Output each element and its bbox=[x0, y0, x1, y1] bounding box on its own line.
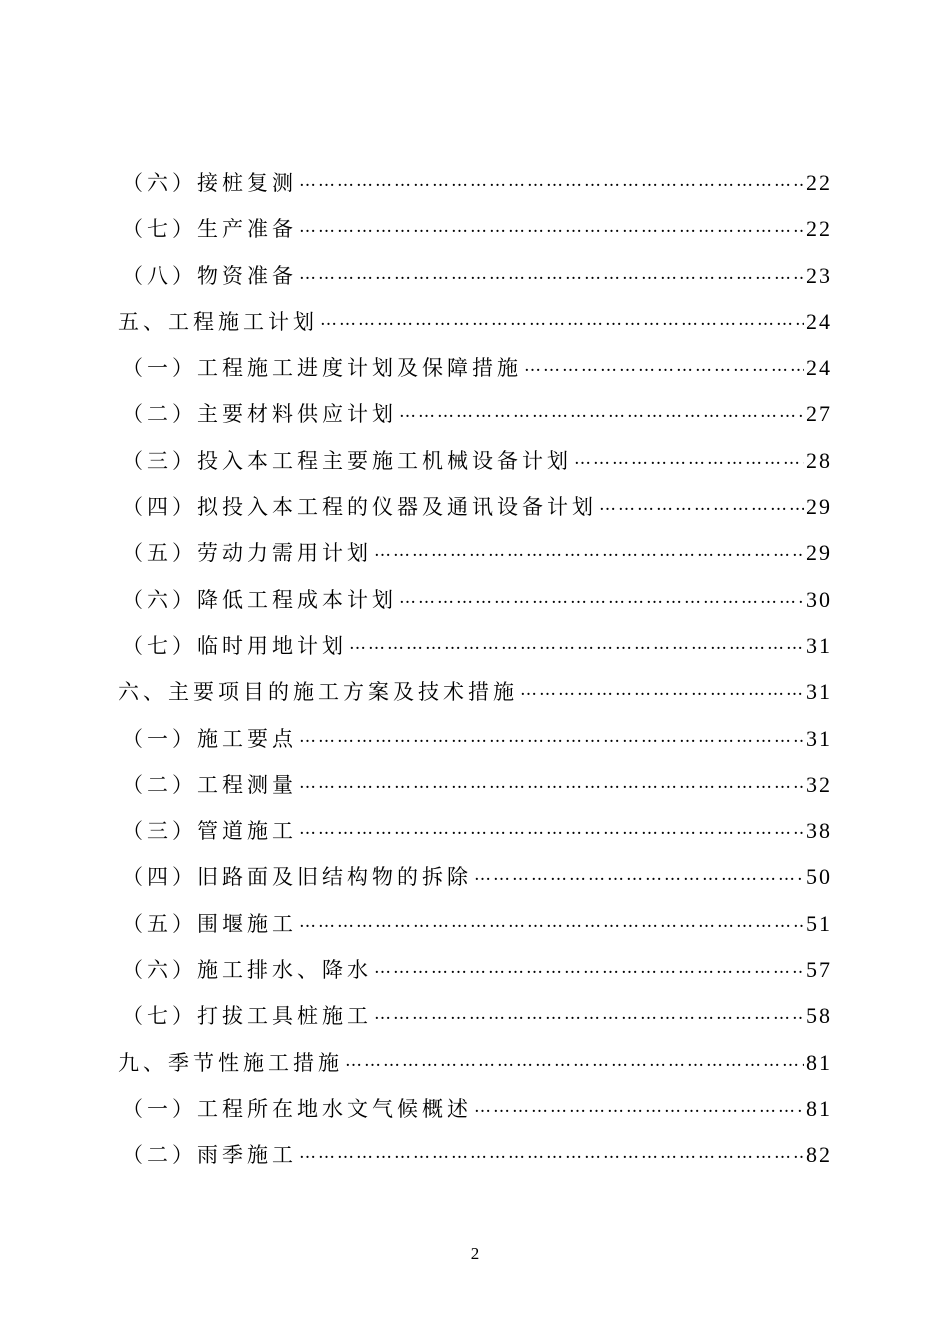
toc-entry[interactable] bbox=[118, 808, 832, 854]
toc-dot-leader bbox=[299, 160, 804, 204]
toc-entry-page: 31 bbox=[806, 632, 832, 658]
toc-entry-title: （四）旧路面及旧结构物的拆除 bbox=[122, 865, 472, 890]
toc-entry-title: （五）围堰施工 bbox=[122, 911, 297, 936]
toc-entry-page: 32 bbox=[806, 771, 832, 797]
toc-entry[interactable] bbox=[118, 1040, 832, 1086]
toc-dot-leader bbox=[299, 762, 804, 806]
toc-entry-page: 28 bbox=[806, 447, 832, 473]
toc-dot-leader bbox=[320, 299, 804, 343]
toc-dot-leader bbox=[299, 253, 804, 297]
toc-entry[interactable] bbox=[118, 854, 832, 900]
toc-dot-leader bbox=[399, 577, 804, 621]
toc-dot-leader bbox=[374, 947, 804, 991]
toc-entry-page: 23 bbox=[806, 262, 832, 288]
toc-entry-title: 九、季节性施工措施 bbox=[118, 1050, 343, 1075]
toc-entry-title: （六）降低工程成本计划 bbox=[122, 587, 397, 612]
toc-entry[interactable] bbox=[118, 901, 832, 947]
toc-entry[interactable] bbox=[118, 993, 832, 1039]
toc-dot-leader bbox=[299, 901, 804, 945]
toc-entry-page: 57 bbox=[806, 957, 832, 983]
toc-entry[interactable] bbox=[118, 762, 832, 808]
toc-dot-leader bbox=[520, 669, 804, 713]
toc-entry-title: （三）投入本工程主要施工机械设备计划 bbox=[122, 448, 572, 473]
toc-entry[interactable] bbox=[118, 623, 832, 669]
toc-dot-leader bbox=[599, 484, 804, 528]
toc-entry-title: （四）拟投入本工程的仪器及通讯设备计划 bbox=[122, 495, 597, 520]
toc-entry[interactable] bbox=[118, 253, 832, 299]
toc-entry-title: （二）工程测量 bbox=[122, 772, 297, 797]
toc-entry-title: （五）劳动力需用计划 bbox=[122, 541, 372, 566]
toc-dot-leader bbox=[345, 1040, 804, 1084]
toc-entry-title: （六）接桩复测 bbox=[122, 171, 297, 195]
table-of-contents bbox=[118, 160, 832, 1179]
toc-entry[interactable] bbox=[118, 1132, 832, 1178]
toc-dot-leader bbox=[299, 1132, 804, 1176]
toc-dot-leader bbox=[349, 623, 804, 667]
toc-entry[interactable] bbox=[118, 206, 832, 252]
toc-entry[interactable] bbox=[118, 484, 832, 530]
toc-entry[interactable] bbox=[118, 160, 832, 206]
toc-entry-title: （六）施工排水、降水 bbox=[122, 958, 372, 983]
toc-entry-page: 82 bbox=[806, 1142, 832, 1168]
toc-entry-page: 29 bbox=[806, 540, 832, 566]
toc-entry[interactable] bbox=[118, 716, 832, 762]
toc-dot-leader bbox=[474, 854, 804, 898]
toc-dot-leader bbox=[299, 716, 804, 760]
toc-entry[interactable] bbox=[118, 299, 832, 345]
toc-dot-leader bbox=[474, 1086, 804, 1130]
toc-entry[interactable] bbox=[118, 438, 832, 484]
toc-entry-title: （七）临时用地计划 bbox=[122, 633, 347, 658]
toc-entry-title: （三）管道施工 bbox=[122, 819, 297, 844]
toc-entry-page: 50 bbox=[806, 864, 832, 890]
toc-entry-title: （七）打拔工具桩施工 bbox=[122, 1004, 372, 1029]
toc-dot-leader bbox=[524, 345, 804, 389]
toc-entry-title: （一）工程所在地水文气候概述 bbox=[122, 1096, 472, 1121]
toc-entry-page: 31 bbox=[806, 679, 832, 705]
toc-entry-page: 29 bbox=[806, 494, 832, 520]
toc-entry[interactable] bbox=[118, 530, 832, 576]
toc-entry-page: 51 bbox=[806, 910, 832, 936]
toc-entry[interactable] bbox=[118, 1086, 832, 1132]
toc-entry-page: 22 bbox=[806, 216, 832, 242]
toc-entry[interactable] bbox=[118, 391, 832, 437]
toc-dot-leader bbox=[299, 206, 804, 250]
footer-page-number: 2 bbox=[470, 1244, 480, 1263]
toc-entry-title: （二）主要材料供应计划 bbox=[122, 402, 397, 427]
toc-entry-page: 24 bbox=[806, 308, 832, 334]
toc-dot-leader bbox=[374, 530, 804, 574]
toc-entry-page: 27 bbox=[806, 401, 832, 427]
toc-entry-title: （二）雨季施工 bbox=[122, 1143, 297, 1168]
toc-entry-page: 58 bbox=[806, 1003, 832, 1029]
toc-entry[interactable] bbox=[118, 577, 832, 623]
toc-entry[interactable] bbox=[118, 345, 832, 391]
toc-entry-title: （八）物资准备 bbox=[122, 263, 297, 288]
toc-entry-page: 22 bbox=[806, 170, 832, 195]
toc-entry[interactable] bbox=[118, 947, 832, 993]
toc-entry-page: 38 bbox=[806, 818, 832, 844]
toc-entry-page: 31 bbox=[806, 725, 832, 751]
toc-entry-title: （七）生产准备 bbox=[122, 217, 297, 242]
toc-entry-title: 六、主要项目的施工方案及技术措施 bbox=[118, 680, 518, 705]
toc-entry-title: （一）施工要点 bbox=[122, 726, 297, 751]
toc-dot-leader bbox=[299, 808, 804, 852]
toc-entry-page: 24 bbox=[806, 355, 832, 381]
toc-dot-leader bbox=[374, 993, 804, 1037]
toc-entry[interactable] bbox=[118, 669, 832, 715]
toc-entry-page: 81 bbox=[806, 1049, 832, 1075]
toc-entry-title: （一）工程施工进度计划及保障措施 bbox=[122, 356, 522, 381]
toc-entry-page: 81 bbox=[806, 1095, 832, 1121]
toc-dot-leader bbox=[574, 438, 804, 482]
toc-entry-page: 30 bbox=[806, 586, 832, 612]
toc-dot-leader bbox=[399, 391, 804, 435]
toc-entry-title: 五、工程施工计划 bbox=[118, 309, 318, 334]
